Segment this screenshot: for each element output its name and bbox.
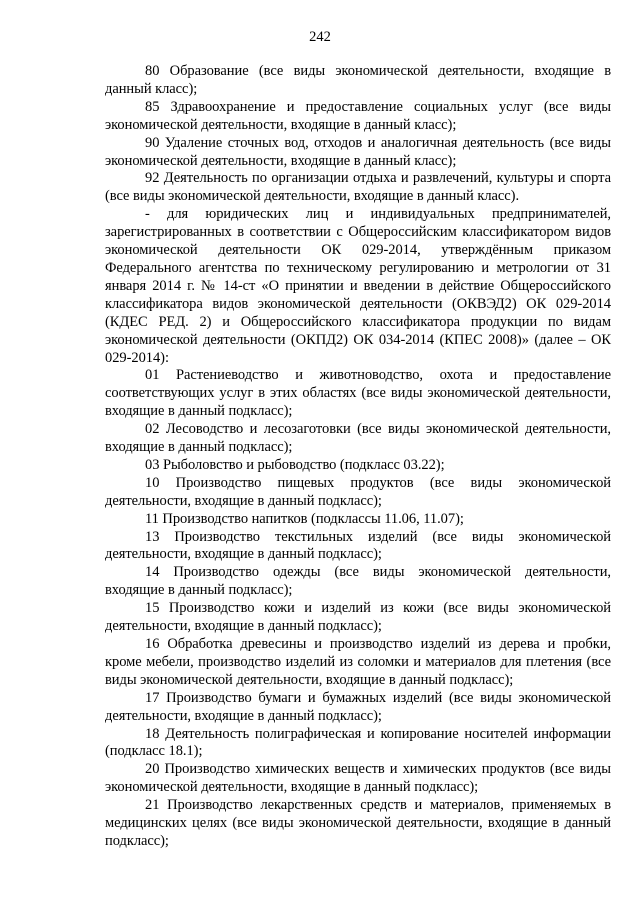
paragraph-14-clothing: 14 Производство одежды (все виды экономической деятельности, входящие в данный подкласс); xyxy=(105,564,611,599)
paragraph-17-paper: 17 Производство бумаги и бумажных изделий (все виды экономической деятельности, входящие в данный подкласс); xyxy=(105,689,611,724)
paragraph-10-food: 10 Производство пищевых продуктов (все виды экономической деятельности, входящие в данный подкласс); xyxy=(105,474,611,509)
paragraph-13-textiles: 13 Производство текстильных изделий (все виды экономической деятельности, входящие в данный подкласс); xyxy=(105,528,611,563)
paragraph-92-recreation: 92 Деятельность по организации отдыха и развлечений, культуры и спорта (все виды экономической деятельности, входящие в данный класс). xyxy=(105,170,611,205)
paragraph-20-chemicals: 20 Производство химических веществ и химических продуктов (все виды экономической деятельности, входящие в данный подкласс); xyxy=(105,761,611,796)
paragraph-21-pharmaceuticals: 21 Производство лекарственных средств и материалов, применяемых в медицинских целях (все виды экономической деятельности, входящие в данный подкласс); xyxy=(105,797,611,849)
paragraph-90-waste-removal: 90 Удаление сточных вод, отходов и аналогичная деятельность (все виды экономической деятельности, входящие в данный класс); xyxy=(105,134,611,169)
document-body xyxy=(105,63,611,851)
paragraph-11-beverages: 11 Производство напитков (подклассы 11.06, 11.07); xyxy=(145,510,464,527)
paragraph-85-healthcare: 85 Здравоохранение и предоставление социальных услуг (все виды экономической деятельности, входящие в данный класс); xyxy=(105,98,611,133)
paragraph-02-forestry: 02 Лесоводство и лесозаготовки (все виды экономической деятельности, входящие в данный подкласс); xyxy=(105,421,611,456)
paragraph-03-fishing: 03 Рыболовство и рыбоводство (подкласс 03.22); xyxy=(145,456,445,473)
page-number: 242 xyxy=(309,29,331,45)
paragraph-18-printing: 18 Деятельность полиграфическая и копирование носителей информации (подкласс 18.1); xyxy=(105,725,611,760)
paragraph-16-wood: 16 Обработка древесины и производство изделий из дерева и пробки, кроме мебели, производство изделий из соломки и материалов для плетения (все виды экономической деятельности, входящие в данный подкласс); xyxy=(105,636,611,688)
paragraph-01-crop-livestock: 01 Растениеводство и животноводство, охота и предоставление соответствующих услуг в этих областях (все виды экономической деятельности, входящие в данный подкласс); xyxy=(105,367,611,420)
paragraph-okved2-intro: - для юридических лиц и индивидуальных предпринимателей, зарегистрированных в соответствии с Общероссийским классификатором видов экономической деятельности ОК 029-2014, утверждённым приказом Федерального агентства по техническому регулированию и метрологии от 31 января 2014 г. № 14-ст «О принятии и введении в действие Общероссийского классификатора видов экономической деятельности (ОКВЭД2) ОК 029-2014 (КДЕС РЕД. 2) и Общероссийского классификатора продукции по видам экономической деятельности (ОКПД2) ОК 034-2014 (КПЕС 2008)» (далее – ОК 029-2014): xyxy=(105,206,611,366)
paragraph-15-leather: 15 Производство кожи и изделий из кожи (все виды экономической деятельности, входящие в данный подкласс); xyxy=(105,600,611,635)
paragraph-80-education: 80 Образование (все виды экономической деятельности, входящие в данный класс); xyxy=(105,63,611,97)
